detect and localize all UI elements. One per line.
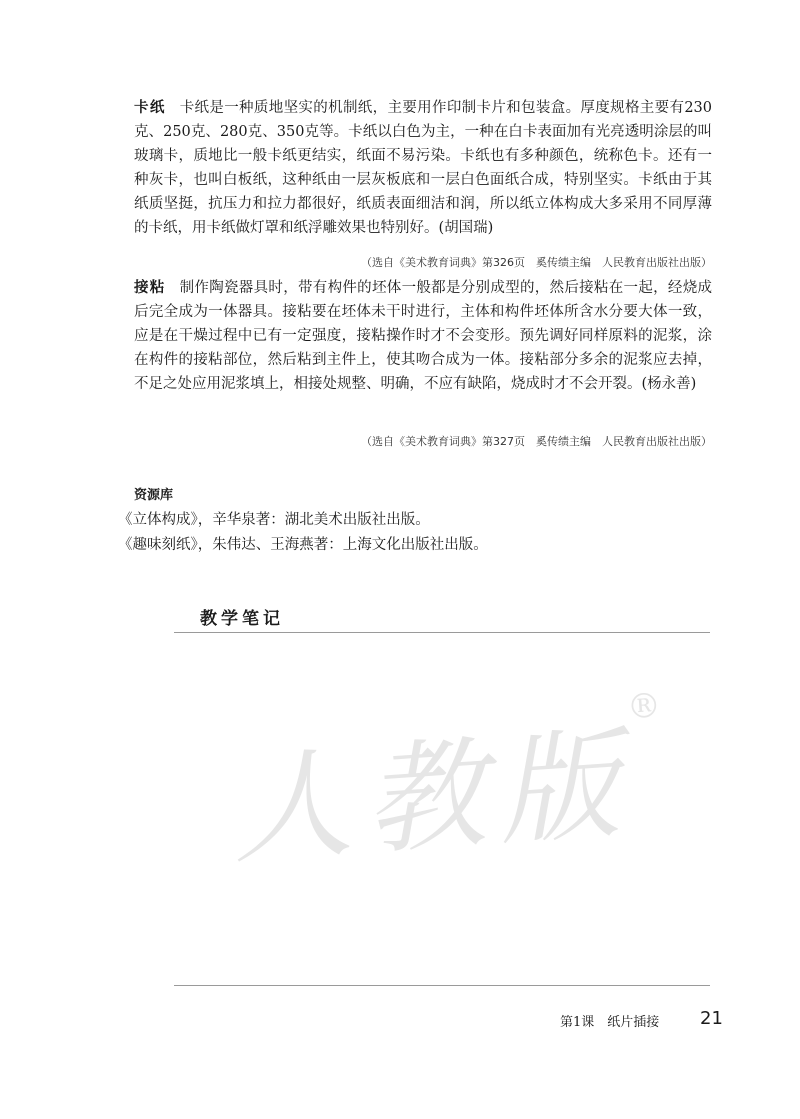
resources-heading: 资源库 [134, 488, 174, 503]
entry-term: 接粘 [134, 279, 166, 296]
page-number: 21 [700, 1008, 723, 1029]
entry-card-paper [134, 96, 712, 240]
entry-term: 卡纸 [134, 99, 166, 116]
notes-bottom-rule [174, 985, 710, 986]
publisher-watermark [225, 685, 686, 888]
entry-text: 卡纸是一种质地坚实的机制纸，主要用作印制卡片和包装盒。厚度规格主要有230克、250克、280克、350克等。卡纸以白色为主，一种在白卡表面加有光亮透明涂层的叫玻璃卡，质地比一般卡纸更结实，纸面不易污染。卡纸也有多种颜色，统称色卡。还有一种灰卡，也叫白板纸，这种纸由一层灰板底和一层白色面纸合成，特别坚实。卡纸由于其纸质坚挺，抗压力和拉力都很好，纸质表面细洁和润，所以纸立体构成大多采用不同厚薄的卡纸，用卡纸做灯罩和纸浮雕效果也特别好。(胡国瑞) [134, 100, 712, 236]
notes-title: 教学笔记 [200, 609, 284, 629]
watermark-text: 人教版 [226, 714, 638, 882]
footer-lesson: 第1课 纸片插接 [560, 1015, 660, 1030]
registered-mark: ® [625, 684, 677, 728]
entry-source: （选自《美术教育词典》第326页 奚传绩主编 人民教育出版社出版） [361, 256, 712, 269]
entry-source: （选自《美术教育词典》第327页 奚传绩主编 人民教育出版社出版） [361, 435, 712, 448]
resource-item: 《趣味刻纸》，朱伟达、王海燕著：上海文化出版社出版。 [118, 537, 488, 553]
entry-text: 制作陶瓷器具时，带有构件的坯体一般都是分别成型的，然后接粘在一起，经烧成后完全成为一体器具。接粘要在坯体未干时进行，主体和构件坯体所含水分要大体一致，应是在干燥过程中已有一定强度，接粘操作时才不会变形。预先调好同样原料的泥浆，涂在构件的接粘部位，然后粘到主件上，使其吻合成为一体。接粘部分多余的泥浆应去掉，不足之处应用泥浆填上，相接处规整、明确，不应有缺陷，烧成时才不会开裂。(杨永善) [134, 280, 713, 392]
notes-top-rule [174, 632, 710, 633]
resource-item: 《立体构成》，辛华泉著：湖北美术出版社出版。 [118, 512, 430, 528]
entry-joining [134, 276, 712, 396]
